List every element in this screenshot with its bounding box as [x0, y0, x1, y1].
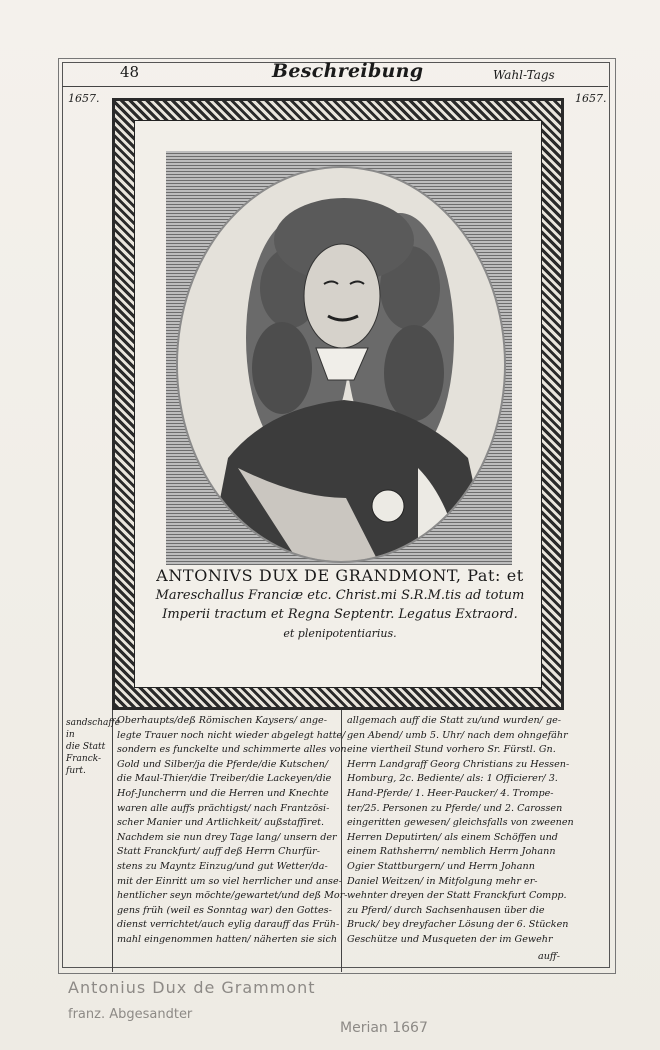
pencil-note-title: Antonius Dux de Grammont — [68, 978, 316, 997]
year-left: 1657. — [68, 92, 100, 105]
order-cross — [372, 490, 404, 522]
text-line: Statt Franckfurt/ auff deß Herrn Churfür- — [117, 846, 320, 858]
text-line: eine viertheil Stund vorhero Sr. Fürstl. Gn. — [347, 744, 556, 756]
text-line: allgemach auff die Statt zu/und wurden/ ge- — [347, 715, 562, 726]
text-line: Daniel Weitzen/ in Mitfolgung mehr er- — [347, 875, 538, 887]
portrait-engraving — [178, 168, 504, 561]
header-catchword: Wahl-Tags — [493, 68, 555, 82]
margin-note-line: Franck- — [66, 754, 102, 764]
text-line: zu Pferd/ durch Sachsenhausen über die — [347, 904, 545, 916]
page-number: 48 — [120, 63, 140, 81]
text-line: Oberhaupts/deß Römischen Kaysers/ ange- — [117, 715, 327, 726]
text-line: eingeritten gewesen/ gleichsfalls von zweenen — [347, 817, 574, 829]
header-rule — [62, 86, 608, 87]
margin-note — [66, 717, 121, 777]
body-column-left — [117, 714, 348, 948]
text-line: mit der Einritt um so viel herrlicher und anse- — [117, 875, 342, 887]
margin-note-line: die Statt — [66, 742, 106, 752]
margin-note-line: sandschaffe in — [66, 718, 121, 740]
text-line: Geschütze und Musqueten der im Gewehr — [347, 933, 553, 945]
text-line: sondern es funckelte und schimmerte alles von — [117, 744, 347, 756]
text-line: dienst verrichtet/auch eylig darauff das Früh- — [117, 919, 340, 931]
text-line: legte Trauer noch nicht wieder abgelegt hatte/ — [117, 729, 346, 741]
face — [304, 244, 380, 348]
text-line: mahl eingenommen hatten/ näherten sie sich — [117, 933, 338, 945]
running-title: Beschreibung — [272, 60, 424, 82]
text-line: stens zu Mayntz Einzug/und gut Wetter/da- — [117, 860, 328, 872]
pencil-note-source: Merian 1667 — [340, 1020, 428, 1036]
text-line: Hand-Pferde/ 1. Heer-Paucker/ 4. Trompe- — [347, 787, 554, 799]
margin-rule — [112, 710, 113, 972]
text-line: waren alle auffs prächtigst/ nach Frantzösi- — [117, 802, 330, 814]
body-column-right — [347, 714, 574, 948]
text-line: gens früh (weil es Sonntag war) den Gottes- — [117, 904, 332, 916]
caption-line-2: Mareschallus Franciæ etc. Christ.mi S.R.M.tis ad totum — [155, 588, 525, 603]
text-line: Gold und Silber/ja die Pferde/die Kutschen/ — [117, 758, 329, 770]
caption-line-4: et plenipotentiarius. — [283, 627, 397, 640]
caption-line-1: ANTONIVS DUX DE GRANDMONT, Pat: et — [156, 566, 524, 585]
text-line: ter/25. Personen zu Pferde/ und 2. Carossen — [347, 802, 563, 814]
text-line: wehnter dreyen der Statt Franckfurt Compp. — [347, 890, 567, 902]
portrait-oval — [176, 166, 506, 563]
margin-note-line: furt. — [66, 766, 86, 776]
year-right: 1657. — [575, 92, 607, 105]
text-line: Ogier Stattburgern/ und Herrn Johann — [347, 860, 535, 872]
text-line: Bruck/ bey dreyfacher Lösung der 6. Stücken — [347, 919, 569, 931]
text-line: gen Abend/ umb 5. Uhr/ nach dem ohngefähr — [347, 729, 568, 741]
text-line: einem Rathsherrn/ nemblich Herrn Johann — [347, 846, 556, 858]
text-line: Hof-Juncherrn und die Herren und Knechte — [117, 787, 329, 799]
footer-catchword: auff- — [538, 951, 560, 962]
caption-line-3: Imperii tractum et Regna Septentr. Legatus Extraord. — [162, 607, 518, 622]
text-line: Herrn Landgraff Georg Christians zu Hessen- — [347, 758, 570, 770]
pencil-note-role: franz. Abgesandter — [68, 1007, 193, 1022]
text-line: scher Manier und Artlichkeit/ außstaffiret. — [117, 817, 325, 829]
text-line: die Maul-Thier/die Treiber/die Lackeyen/die — [117, 773, 332, 785]
text-line: Homburg, 2c. Bediente/ als: 1 Officierer/ 3. — [347, 773, 558, 785]
text-line: hentlicher seyn möchte/gewartet/und deß Mor- — [117, 890, 348, 902]
text-line: Nachdem sie nun drey Tage lang/ unsern der — [117, 831, 337, 843]
text-line: Herren Deputirten/ als einem Schöffen und — [347, 831, 558, 843]
